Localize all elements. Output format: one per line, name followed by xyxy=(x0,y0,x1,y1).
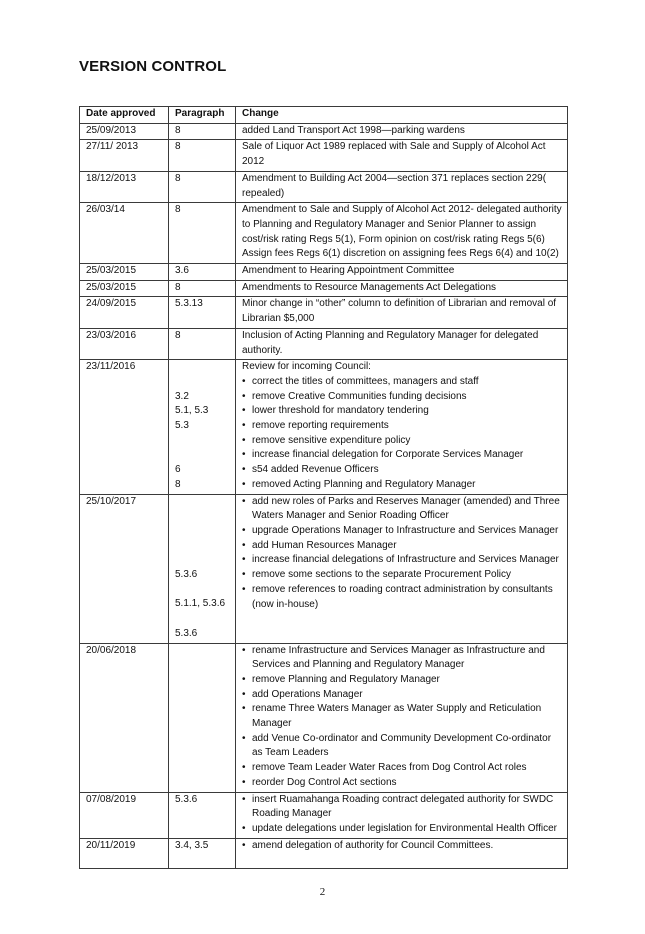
table-row xyxy=(80,280,568,297)
paragraph-line: 8 xyxy=(175,478,181,490)
bullet-item: • remove sensitive expenditure policy xyxy=(242,434,563,449)
paragraph-line xyxy=(175,360,231,375)
paragraph-line: 5.3.6 xyxy=(175,569,198,581)
cell-change: added Land Transport Act 1998—parking wardens xyxy=(236,123,568,140)
table-row xyxy=(80,123,568,140)
cell-date: 07/08/2019 xyxy=(80,792,169,838)
cell-date: 27/11/ 2013 xyxy=(80,140,169,171)
cell-date: 25/03/2015 xyxy=(80,264,169,281)
table-row xyxy=(80,297,568,328)
cell-paragraph: 5.3.13 xyxy=(169,297,236,328)
bullet-item: • update delegations under legislation for Environmental Health Officer xyxy=(242,822,563,837)
bullet-item: • rename Three Waters Manager as Water Supply and Reticulation Manager xyxy=(242,702,563,731)
cell-date: 18/12/2013 xyxy=(80,171,169,202)
bullet-item: • rename Infrastructure and Services Manager as Infrastructure and Services and Planning and Regulatory Manager xyxy=(242,644,563,673)
bullet-item: • remove Team Leader Water Races from Dog Control Act roles xyxy=(242,761,563,776)
cell-date: 25/03/2015 xyxy=(80,280,169,297)
cell-change xyxy=(236,838,568,868)
bullet-item: • reorder Dog Control Act sections xyxy=(242,776,563,791)
bullet-item: • add Venue Co-ordinator and Community Development Co-ordinator as Team Leaders xyxy=(242,732,563,761)
cell-change: Sale of Liquor Act 1989 replaced with Sale and Supply of Alcohol Act 2012 xyxy=(236,140,568,171)
cell-date: 23/11/2016 xyxy=(80,360,169,494)
bullet-item: • remove references to roading contract administration by consultants (now in-house) xyxy=(242,583,563,612)
table-row xyxy=(80,360,568,494)
cell-change xyxy=(236,494,568,643)
cell-paragraph xyxy=(169,494,236,643)
bullet-item: • remove reporting requirements xyxy=(242,419,563,434)
page-number: 2 xyxy=(319,886,326,898)
bullet-item: • upgrade Operations Manager to Infrastructure and Services Manager xyxy=(242,524,563,539)
cell-change xyxy=(236,643,568,792)
table-header-row xyxy=(80,107,568,124)
change-intro: Review for incoming Council: xyxy=(242,361,371,373)
table-row xyxy=(80,494,568,643)
cell-paragraph: 8 xyxy=(169,140,236,171)
paragraph-line: 5.3.6 xyxy=(175,627,198,639)
paragraph-line: 5.1.1, 5.3.6 xyxy=(175,598,226,610)
cell-date: 20/06/2018 xyxy=(80,643,169,792)
table-row xyxy=(80,838,568,868)
cell-date: 23/03/2016 xyxy=(80,328,169,359)
cell-paragraph: 8 xyxy=(169,203,236,264)
bullet-item: • remove Planning and Regulatory Manager xyxy=(242,673,563,688)
page-title: VERSION CONTROL xyxy=(79,58,227,75)
bullet-item: • add new roles of Parks and Reserves Manager (amended) and Three Waters Manager and Senior Roading Officer xyxy=(242,495,563,524)
cell-change: Inclusion of Acting Planning and Regulatory Manager for delegated authority. xyxy=(236,328,568,359)
column-header-change: Change xyxy=(236,107,568,124)
cell-date: 25/09/2013 xyxy=(80,123,169,140)
bullet-item: • add Human Resources Manager xyxy=(242,539,563,554)
bullet-item: • amend delegation of authority for Council Committees. xyxy=(242,839,563,854)
table-row xyxy=(80,792,568,838)
paragraph-line xyxy=(175,375,231,390)
bullet-item: • s54 added Revenue Officers xyxy=(242,463,563,478)
bullet-item: • insert Ruamahanga Roading contract delegated authority for SWDC Roading Manager xyxy=(242,793,563,822)
cell-change xyxy=(236,792,568,838)
cell-change: Amendment to Building Act 2004—section 371 replaces section 229( repealed) xyxy=(236,171,568,202)
cell-paragraph xyxy=(169,643,236,792)
bullet-item: • removed Acting Planning and Regulatory Manager xyxy=(242,478,563,493)
table-row xyxy=(80,171,568,202)
bullet-item: • increase financial delegations of Infrastructure and Services Manager xyxy=(242,553,563,568)
table-row xyxy=(80,264,568,281)
cell-paragraph: 8 xyxy=(169,328,236,359)
cell-change xyxy=(236,360,568,494)
table-row xyxy=(80,643,568,792)
cell-paragraph: 8 xyxy=(169,171,236,202)
cell-change: Amendment to Hearing Appointment Committee xyxy=(236,264,568,281)
paragraph-line xyxy=(175,448,231,463)
table-row xyxy=(80,328,568,359)
paragraph-line xyxy=(175,434,231,449)
cell-change: Amendments to Resource Managements Act Delegations xyxy=(236,280,568,297)
bullet-item: • increase financial delegation for Corporate Services Manager xyxy=(242,448,563,463)
paragraph-line: 5.3 xyxy=(175,420,189,432)
bullet-item: • add Operations Manager xyxy=(242,688,563,703)
cell-change: Amendment to Sale and Supply of Alcohol Act 2012- delegated authority to Planning and Regulatory Manager and Senior Planner to assign cost/risk rating Regs 5(1), Form opinion on cost/risk rating Regs 5(6) Assign fees Regs 6(1) discretion on assigning fees Regs 6(4) and 10(2) xyxy=(236,203,568,264)
cell-change: Minor change in “other” column to definition of Librarian and removal of Librarian $5,000 xyxy=(236,297,568,328)
version-control-table xyxy=(79,106,568,869)
cell-paragraph xyxy=(169,360,236,494)
cell-paragraph: 3.6 xyxy=(169,264,236,281)
cell-date: 24/09/2015 xyxy=(80,297,169,328)
paragraph-line: 5.1, 5.3 xyxy=(175,405,209,417)
table-row xyxy=(80,140,568,171)
cell-date: 20/11/2019 xyxy=(80,838,169,868)
bullet-item: • correct the titles of committees, managers and staff xyxy=(242,375,563,390)
cell-paragraph: 8 xyxy=(169,280,236,297)
cell-paragraph: 8 xyxy=(169,123,236,140)
column-header-date: Date approved xyxy=(80,107,169,124)
column-header-paragraph: Paragraph xyxy=(169,107,236,124)
bullet-item: • remove some sections to the separate Procurement Policy xyxy=(242,568,563,583)
bullet-item: • lower threshold for mandatory tendering xyxy=(242,404,563,419)
cell-date: 26/03/14 xyxy=(80,203,169,264)
table-row xyxy=(80,203,568,264)
cell-paragraph: 3.4, 3.5 xyxy=(169,838,236,868)
cell-paragraph: 5.3.6 xyxy=(169,792,236,838)
cell-date: 25/10/2017 xyxy=(80,494,169,643)
paragraph-line: 3.2 xyxy=(175,390,189,402)
bullet-item: • remove Creative Communities funding decisions xyxy=(242,390,563,405)
paragraph-line: 6 xyxy=(175,464,181,476)
